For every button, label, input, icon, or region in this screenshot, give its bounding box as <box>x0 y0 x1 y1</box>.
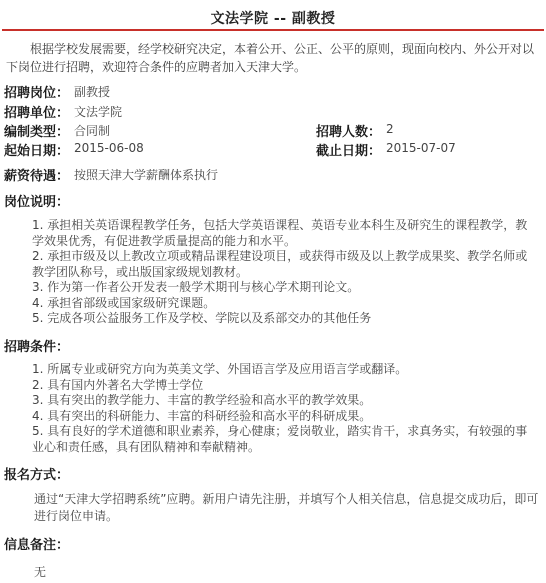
page-title: 文法学院 -- 副教授 <box>210 11 336 27</box>
salary-label: 薪资待遇： <box>4 169 70 184</box>
position-value: 副教授 <box>74 85 111 99</box>
end-date-label: 截止日期： <box>316 144 382 159</box>
list-item: 1. 所属专业或研究方向为英美文学、外国语言学及应用语言学或翻译。 <box>32 362 408 376</box>
list-item: 3. 具有突出的教学能力、丰富的教学经验和高水平的教学效果。 <box>32 393 372 407</box>
list-item: 5. 具有良好的学术道德和职业素养，身心健康；爱岗敬业，踏实肯干，求真务实，有较强的事业心和责任感，具有团队精神和奉献精神。 <box>32 424 528 454</box>
title-divider <box>2 29 544 31</box>
type-value: 合同制 <box>74 124 111 138</box>
requirements-label: 招聘条件： <box>4 340 70 355</box>
unit-label: 招聘单位： <box>4 106 70 121</box>
duties-label: 岗位说明： <box>4 195 70 210</box>
notes-label: 信息备注： <box>4 538 70 553</box>
list-item: 3. 作为第一作者公开发表一般学术期刊与核心学术期刊论文。 <box>32 280 360 294</box>
count-label: 招聘人数： <box>316 125 382 140</box>
apply-text: 通过“天津大学招聘系统”应聘。新用户请先注册，并填写个人相关信息，信息提交成功后，即可进行岗位申请。 <box>34 492 539 523</box>
count-value: 2 <box>386 122 394 136</box>
unit-value: 文法学院 <box>74 105 123 119</box>
start-date-label: 起始日期： <box>4 144 70 159</box>
salary-value: 按照天津大学薪酬体系执行 <box>74 168 219 182</box>
position-label: 招聘岗位： <box>4 86 70 101</box>
requirements-list <box>32 362 536 455</box>
intro-paragraph: 根据学校发展需要，经学校研究决定，本着公开、公正、公平的原则，现面向校内、外公开对以下岗位进行招聘，欢迎符合条件的应聘者加入天津大学。 <box>6 42 535 74</box>
list-item: 1. 承担相关英语课程教学任务，包括大学英语课程、英语专业本科生及研究生的课程教学，教学效果优秀，有促进教学质量提高的能力和水平。 <box>32 218 528 248</box>
list-item: 5. 完成各项公益服务工作及学校、学院以及系部交办的其他任务 <box>32 311 372 325</box>
duties-list <box>32 218 536 327</box>
notes-text: 无 <box>34 565 47 579</box>
type-label: 编制类型： <box>4 125 70 140</box>
list-item: 4. 承担省部级或国家级研究课题。 <box>32 295 216 310</box>
end-date-value: 2015-07-07 <box>386 141 456 155</box>
start-date-value: 2015-06-08 <box>74 141 144 155</box>
list-item: 2. 承担市级及以上教改立项或精品课程建设项目，或获得市级及以上教学成果奖、教学名师或教学团队称号，或出版国家级规划教材。 <box>32 249 528 279</box>
list-item: 4. 具有突出的科研能力、丰富的科研经验和高水平的科研成果。 <box>32 408 372 423</box>
apply-label: 报名方式： <box>4 468 70 483</box>
list-item: 2. 具有国内外著名大学博士学位 <box>32 377 204 392</box>
